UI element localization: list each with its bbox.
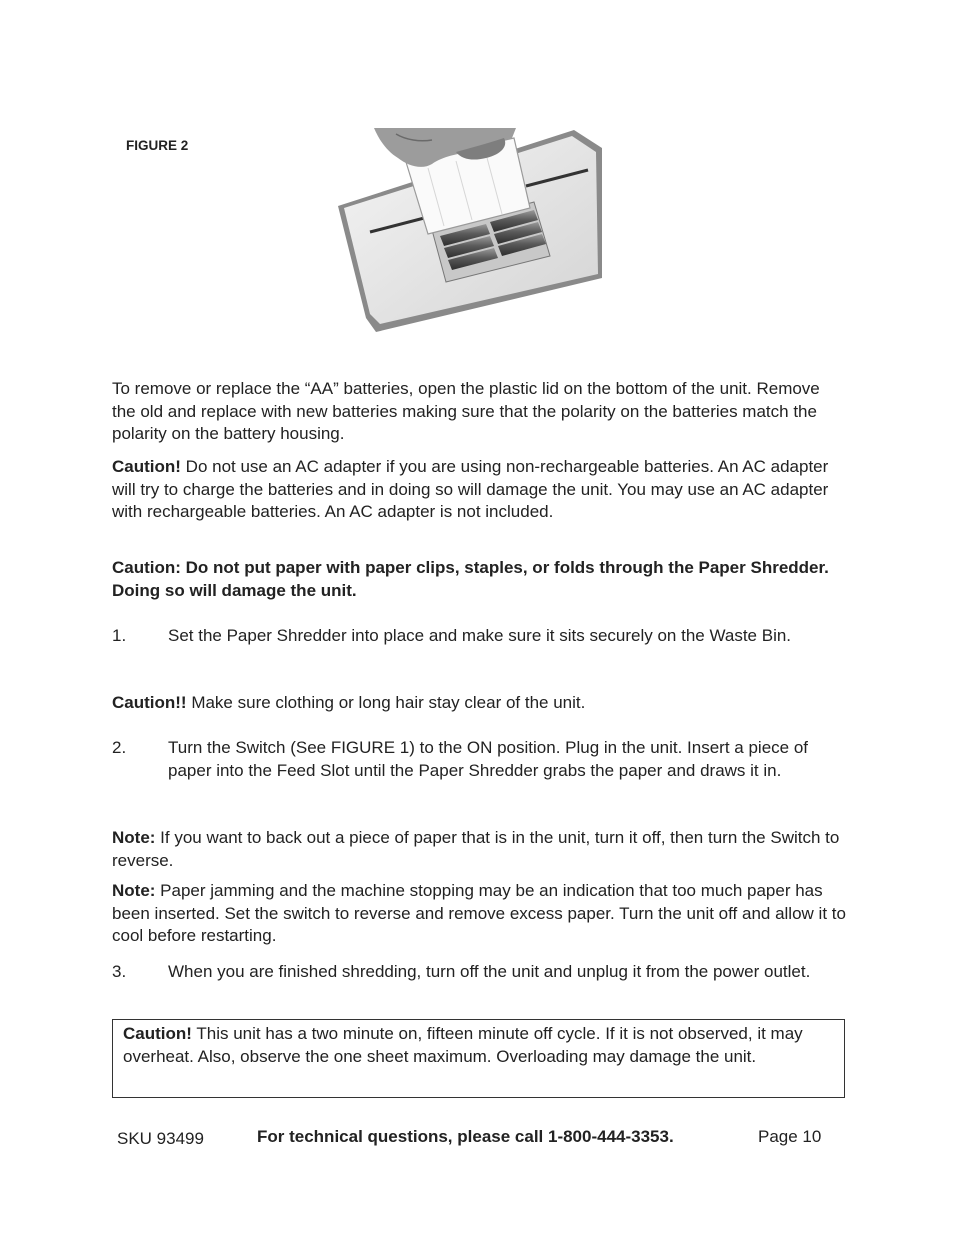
caution-clothing [112,692,847,715]
caution-label: Caution! [123,1024,192,1043]
caution-duty-cycle-box [112,1019,845,1098]
caution-label: Caution! [112,457,181,476]
step-text: Set the Paper Shredder into place and make sure it sits securely on the Waste Bin. [168,626,792,645]
note-text: Paper jamming and the machine stopping may be an indication that too much paper has been inserted. Set the switch to reverse and remove excess paper. Turn the unit off and allow it to cool before restarting. [112,881,846,945]
step-text: When you are finished shredding, turn off the unit and unplug it from the power outlet. [168,962,811,981]
footer-sku: SKU 93499 [117,1129,204,1148]
note-label: Note: [112,881,156,900]
caution-text: This unit has a two minute on, fifteen minute off cycle. If it is not observed, it may overheat. Also, observe the one sheet maximum. Overloading may damage the unit. [123,1024,803,1066]
footer-tech-support: For technical questions, please call 1-800-444-3353. [257,1127,674,1146]
caution-label: Caution!! [112,693,187,712]
note-label: Note: [112,828,156,847]
caution-ac-adapter [112,456,847,524]
note-jamming [112,880,847,948]
note-text: If you want to back out a piece of paper that is in the unit, turn it off, then turn the Switch to reverse. [112,828,840,870]
step-number: 1. [112,626,127,645]
footer-page-number: Page 10 [758,1127,822,1146]
step-number: 3. [112,962,127,981]
caution-text: Do not use an AC adapter if you are using non-rechargeable batteries. An AC adapter will try to charge the batteries and in doing so will damage the unit. You may use an AC adapter with rechargeable batteries. An AC adapter is not included. [112,457,829,521]
caution-paper-clips: Caution: Do not put paper with paper clips, staples, or folds through the Paper Shredder. Doing so will damage the unit. [112,558,829,600]
battery-instructions: To remove or replace the “AA” batteries, open the plastic lid on the bottom of the unit. Remove the old and replace with new batteries making sure that the polarity on the batteries match the polarity on the battery housing. [112,379,820,443]
caution-text: Make sure clothing or long hair stay clear of the unit. [186,693,586,712]
step-text: Turn the Switch (See FIGURE 1) to the ON position. Plug in the unit. Insert a piece of paper into the Feed Slot until the Paper Shredder grabs the paper and draws it in. [168,738,809,780]
note-back-out [112,827,847,872]
battery-compartment-photo [336,128,602,332]
step-number: 2. [112,738,127,757]
figure-label: FIGURE 2 [126,138,189,153]
